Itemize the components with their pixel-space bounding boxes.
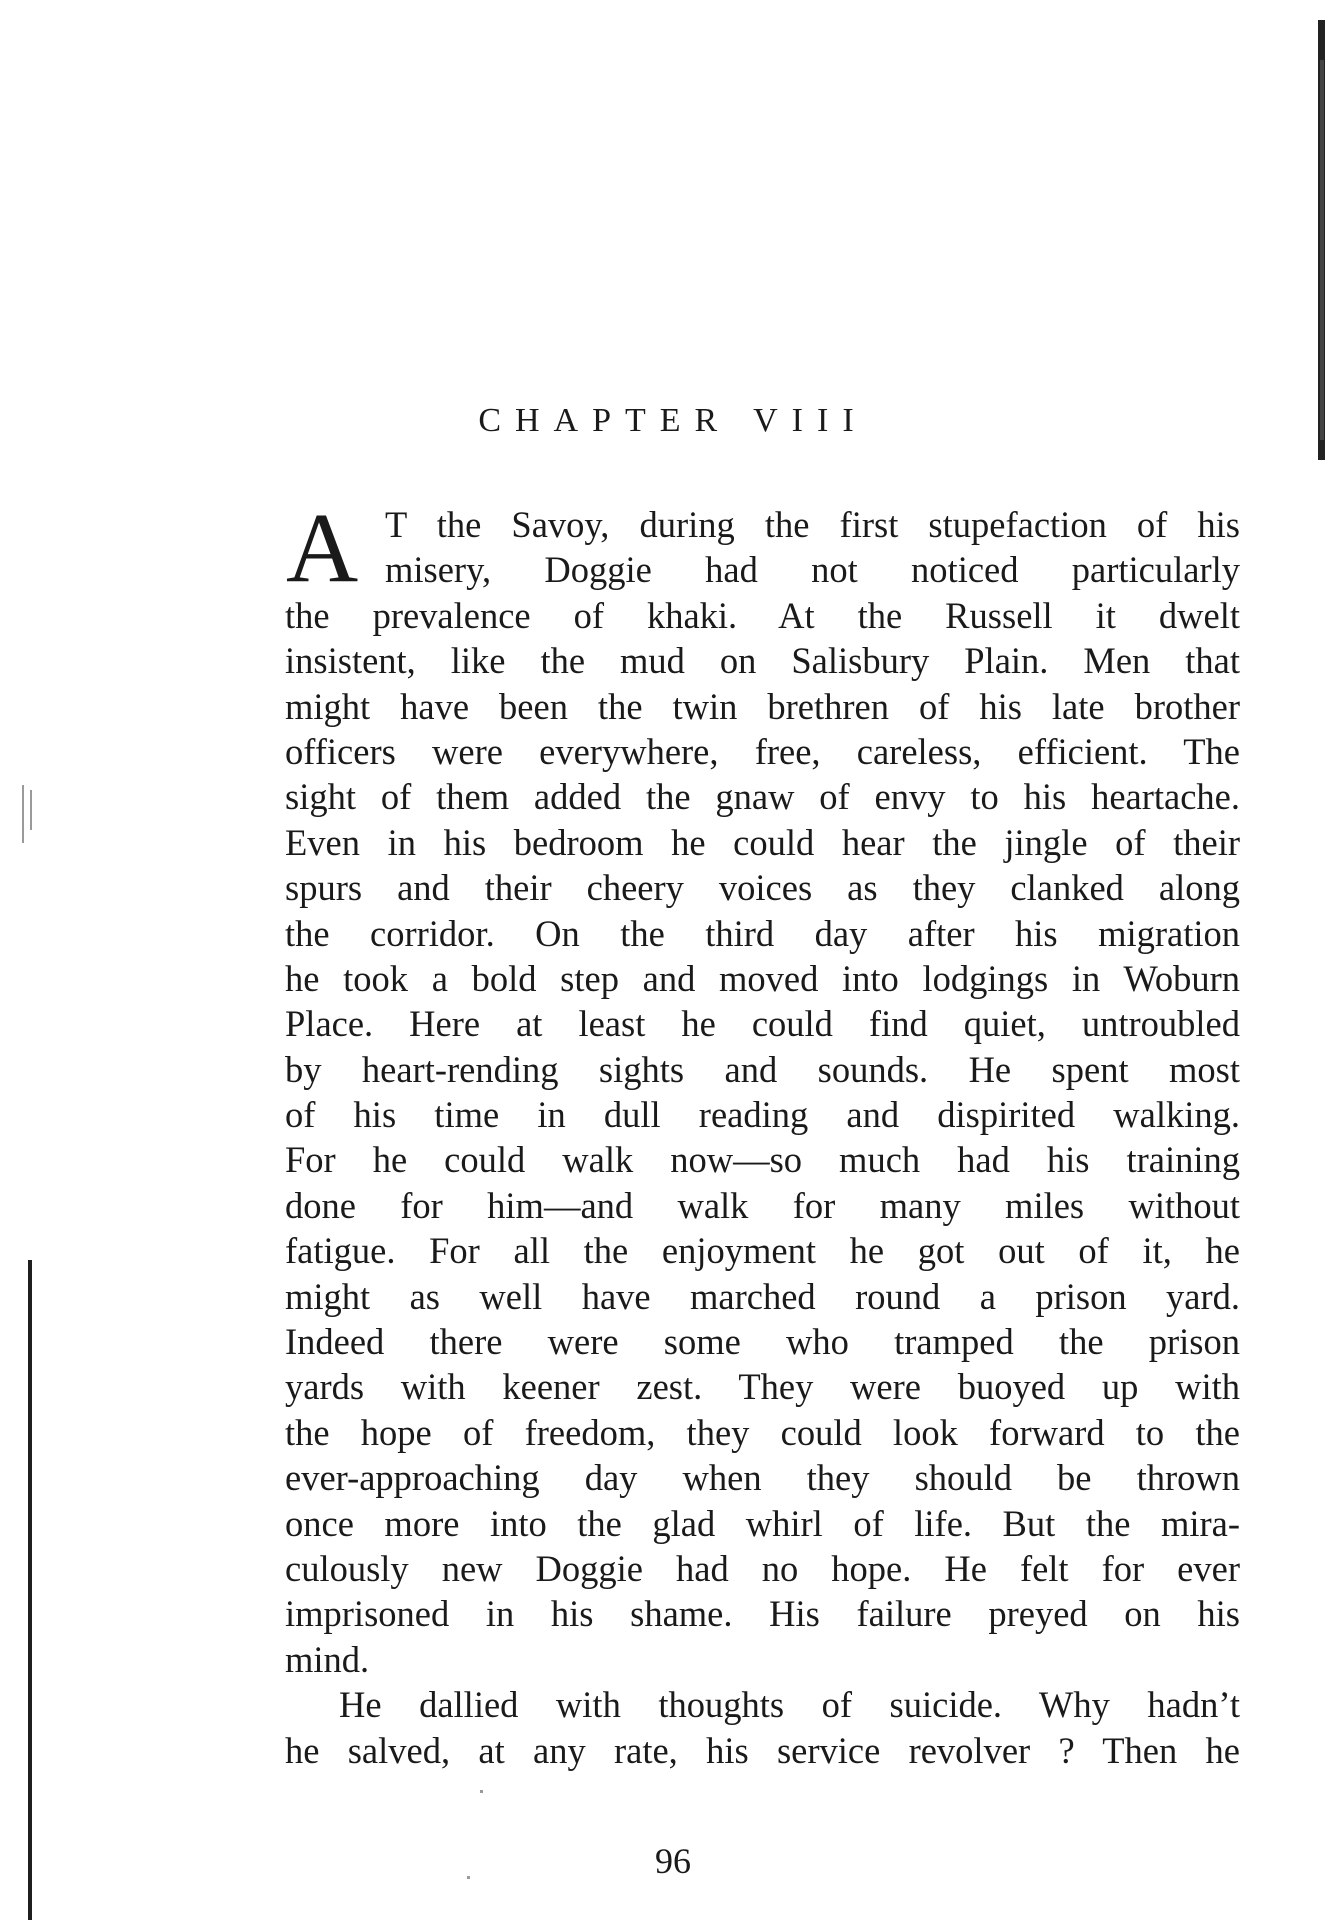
text-line: Indeed there were some who tramped the prison [285, 1321, 1240, 1363]
text-line: For he could walk now—so much had his training [285, 1139, 1240, 1181]
text-line: the prevalence of khaki. At the Russell it dwelt [285, 594, 1240, 636]
text-line: might as well have marched round a prison yard. [285, 1275, 1240, 1317]
text-line: he took a bold step and moved into lodgings in Woburn [285, 957, 1240, 999]
text-line: done for him—and walk for many miles without [285, 1184, 1240, 1226]
text-line: the hope of freedom, they could look forward to the [285, 1411, 1240, 1453]
text-line: spurs and their cheery voices as they clanked along [285, 867, 1240, 909]
text-line: Place. Here at least he could find quiet, untroubled [285, 1003, 1240, 1045]
scan-edge-shadow-right-inner [1320, 60, 1324, 440]
scan-speck [22, 785, 24, 843]
text-line: imprisoned in his shame. His failure preyed on his [285, 1593, 1240, 1635]
text-line: fatigue. For all the enjoyment he got out of it, he [285, 1230, 1240, 1272]
text-line: yards with keener zest. They were buoyed up with [285, 1366, 1240, 1408]
text-line: mind. [285, 1638, 370, 1680]
text-line: officers were everywhere, free, careless, efficient. The [285, 730, 1240, 772]
text-line: He dallied with thoughts of suicide. Why hadn’t [339, 1684, 1240, 1726]
text-line: he salved, at any rate, his service revolver ? Then he [285, 1729, 1240, 1771]
text-line: of his time in dull reading and dispirited walking. [285, 1094, 1240, 1136]
text-line: T the Savoy, during the first stupefaction of his [385, 504, 1240, 545]
text-line: by heart-rending sights and sounds. He spent most [285, 1048, 1240, 1090]
text-line: misery, Doggie had not noticed particularly [385, 549, 1240, 591]
scan-speck [30, 790, 32, 830]
scan-speck [480, 1790, 483, 1793]
text-line: the corridor. On the third day after his migration [285, 912, 1240, 954]
page-number: 96 [655, 1841, 691, 1881]
chapter-heading: CHAPTER VIII [478, 402, 868, 439]
text-line: once more into the glad whirl of life. But the mira- [285, 1502, 1240, 1544]
text-line: ever-approaching day when they should be thrown [285, 1457, 1240, 1499]
drop-cap: A [286, 492, 359, 603]
text-line: Even in his bedroom he could hear the jingle of their [285, 821, 1240, 863]
text-line: sight of them added the gnaw of envy to his heartache. [285, 776, 1240, 818]
scan-edge-shadow-left [28, 1260, 32, 1920]
body-text [285, 492, 1240, 1773]
text-line: might have been the twin brethren of his late brother [285, 685, 1240, 727]
text-line: culously new Doggie had no hope. He felt for ever [285, 1547, 1240, 1589]
text-line: insistent, like the mud on Salisbury Plain. Men that [285, 640, 1240, 682]
